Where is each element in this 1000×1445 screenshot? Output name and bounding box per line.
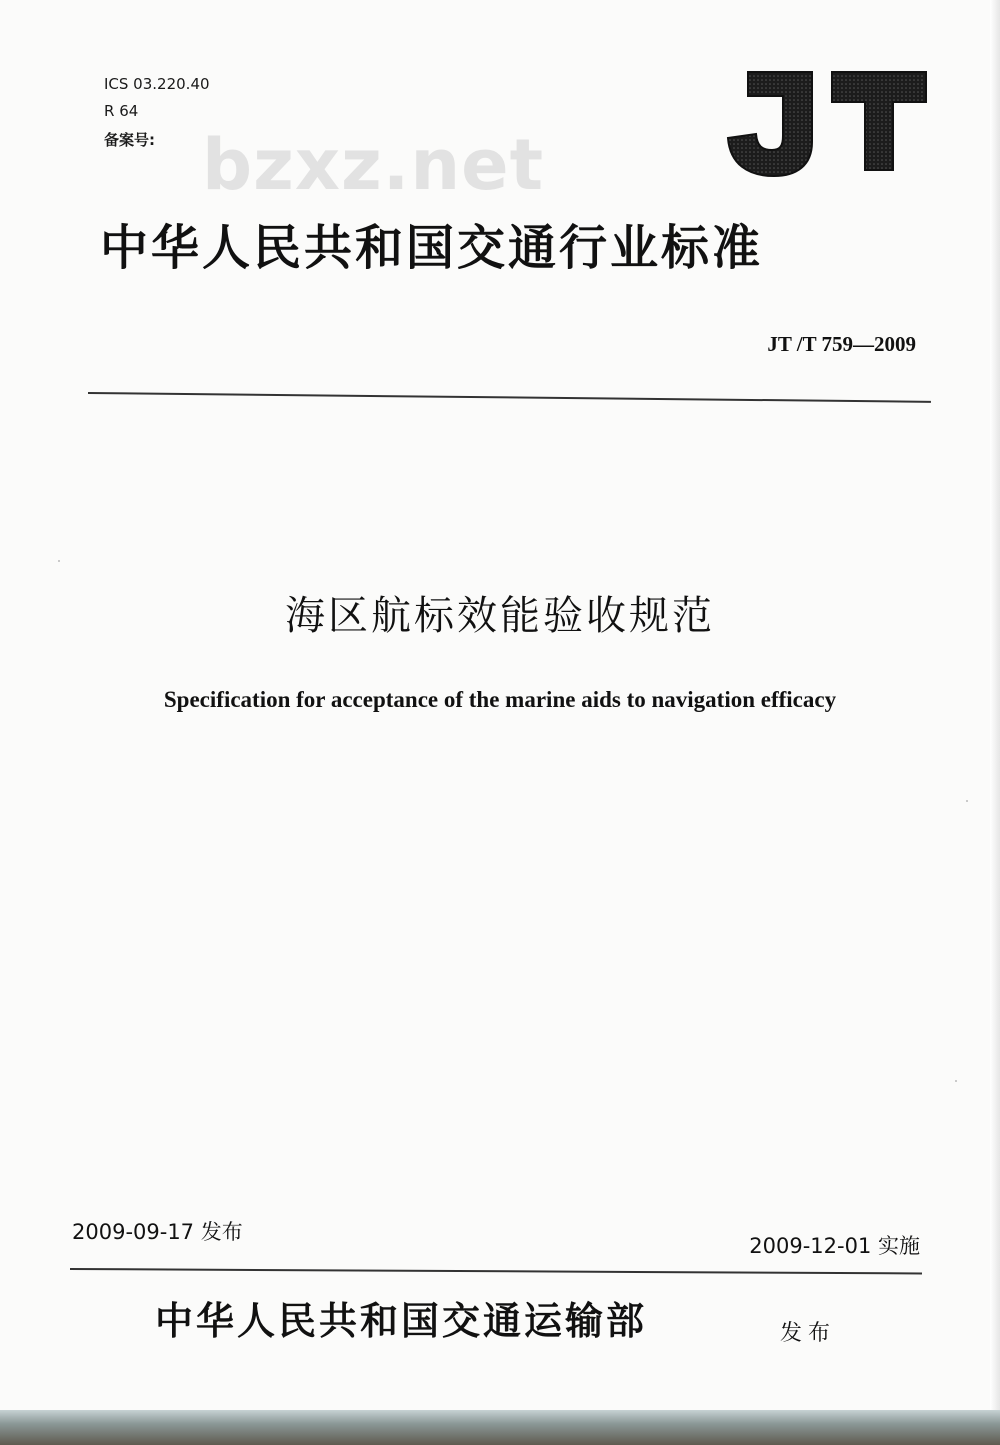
classification-code: R 64 (104, 102, 139, 120)
document-title-cn: 海区航标效能验收规范 (285, 593, 715, 639)
publisher-name: 中华人民共和国交通运输部 (155, 1299, 648, 1343)
effective-date: 2009-12-01 实施 (749, 1234, 920, 1258)
scan-speck (955, 1080, 957, 1082)
scan-speck (58, 560, 60, 562)
header-divider (88, 392, 931, 403)
filing-number-label: 备案号: (104, 131, 155, 149)
footer-divider (70, 1268, 922, 1274)
standard-code: JT /T 759—2009 (767, 332, 916, 356)
standard-category-title: 中华人民共和国交通行业标准 (100, 220, 764, 276)
background-surface (0, 1410, 1000, 1445)
ics-code: ICS 03.220.40 (104, 75, 210, 93)
jt-logo (720, 58, 935, 183)
logo-text: JT (720, 58, 722, 59)
watermark-text: bzxz.net (202, 124, 545, 206)
document-title-en: Specification for acceptance of the marine aids to navigation efficacy (163, 687, 837, 712)
scan-speck (966, 800, 968, 802)
issue-date: 2009-09-17 发布 (72, 1220, 243, 1244)
publish-label: 发布 (780, 1321, 837, 1346)
